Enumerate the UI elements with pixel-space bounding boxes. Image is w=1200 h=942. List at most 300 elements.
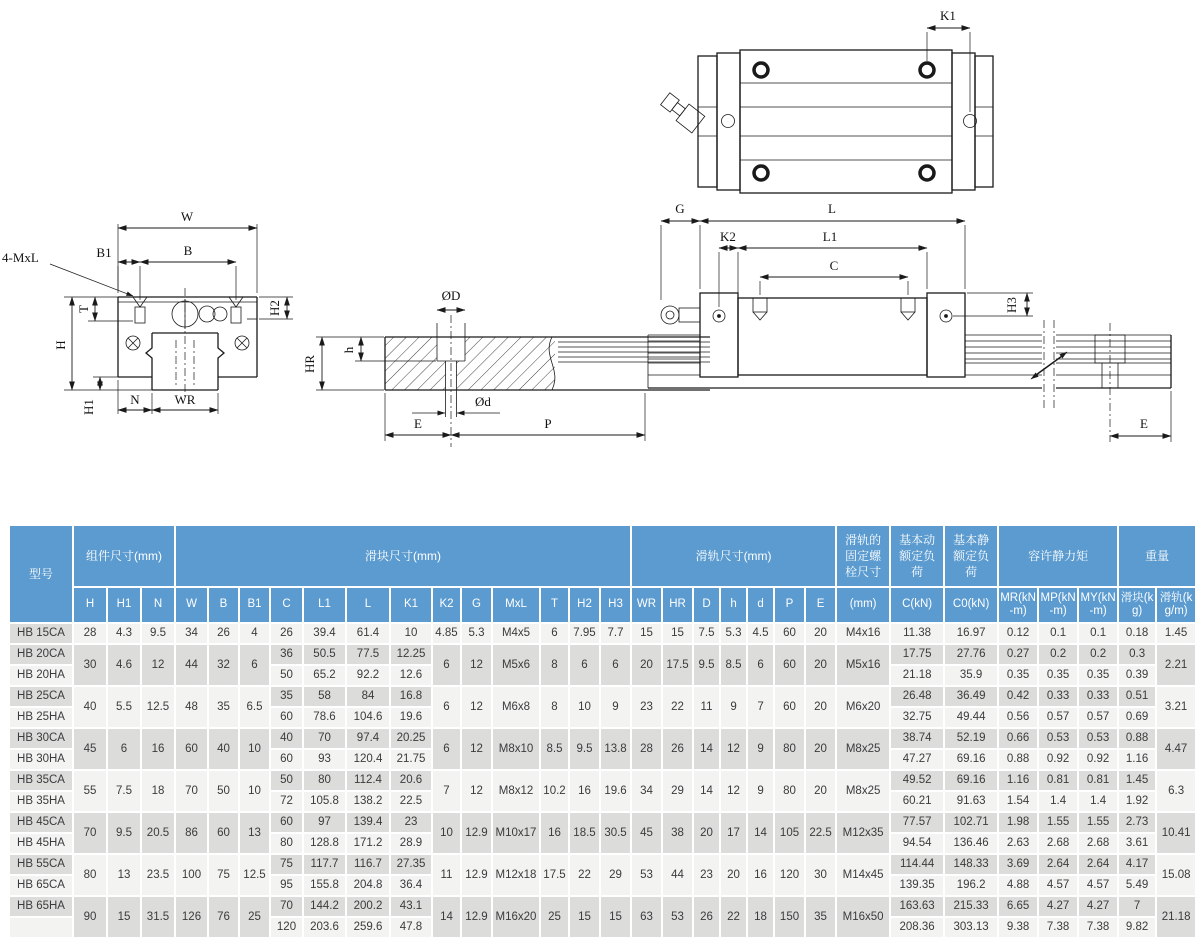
cell-MP: 0.2 xyxy=(1038,644,1078,665)
cell-C_kN: 163.63 xyxy=(890,896,944,917)
cell-C: 70 xyxy=(270,896,303,917)
cell-K1: 10 xyxy=(390,623,432,644)
cell-C_kN: 139.35 xyxy=(890,875,944,896)
cell-K2: 7 xyxy=(432,770,461,812)
cell-block_kg: 0.18 xyxy=(1118,623,1156,644)
model-cell: HB 55CA xyxy=(9,854,73,875)
cell-K1: 27.35 xyxy=(390,854,432,875)
cell-E: 22.5 xyxy=(805,812,836,854)
cell-HR: 26 xyxy=(662,728,693,770)
model-cell: HB 45HA xyxy=(9,833,73,854)
cell-T: 10.2 xyxy=(540,770,569,812)
cell-L: 104.6 xyxy=(346,707,390,728)
cell-N: 12 xyxy=(141,644,175,686)
header-group: 基本静额定负荷 xyxy=(944,525,998,587)
cell-C: 95 xyxy=(270,875,303,896)
dim-label-h2: H2 xyxy=(267,300,282,316)
cell-HR: 53 xyxy=(662,896,693,938)
cell-block_kg: 0.69 xyxy=(1118,707,1156,728)
cell-HR: 38 xyxy=(662,812,693,854)
cell-K2: 6 xyxy=(432,728,461,770)
cell-G: 12.9 xyxy=(461,896,492,938)
cell-HR: 15 xyxy=(662,623,693,644)
cell-C: 120 xyxy=(270,917,303,938)
cell-L: 61.4 xyxy=(346,623,390,644)
dim-label-n: N xyxy=(130,392,140,407)
dim-label-h: h xyxy=(341,346,356,354)
cell-MR: 1.98 xyxy=(998,812,1038,833)
cell-L1: 58 xyxy=(303,686,346,707)
cell-H: 90 xyxy=(73,896,107,938)
cell-K2: 10 xyxy=(432,812,461,854)
cell-MP: 0.53 xyxy=(1038,728,1078,749)
block-screw-holes xyxy=(753,298,915,320)
cell-C: 50 xyxy=(270,665,303,686)
cell-K1: 22.5 xyxy=(390,791,432,812)
cell-H: 40 xyxy=(73,686,107,728)
cell-C: 60 xyxy=(270,812,303,833)
cell-WR: 34 xyxy=(631,770,662,812)
cell-T: 8.5 xyxy=(540,728,569,770)
cell-MY: 2.64 xyxy=(1078,854,1118,875)
cell-block_kg: 0.39 xyxy=(1118,665,1156,686)
cell-C: 75 xyxy=(270,854,303,875)
cell-E: 20 xyxy=(805,686,836,728)
rail-outline xyxy=(648,335,1171,388)
rail-groove-lines xyxy=(648,335,1171,388)
cell-K1: 23 xyxy=(390,812,432,833)
cell-C0_kN: 35.9 xyxy=(944,665,998,686)
cell-D: 9.5 xyxy=(693,644,720,686)
cell-L: 77.5 xyxy=(346,644,390,665)
cell-WR: 20 xyxy=(631,644,662,686)
cell-MxL: M10x17 xyxy=(492,812,540,854)
cell-P: 150 xyxy=(774,896,805,938)
cell-L1: 80 xyxy=(303,770,346,791)
cell-W: 34 xyxy=(175,623,208,644)
cell-B: 50 xyxy=(208,770,239,812)
top-view-drawing xyxy=(640,0,1200,210)
cell-block_kg: 0.3 xyxy=(1118,644,1156,665)
cell-C_kN: 17.75 xyxy=(890,644,944,665)
cell-H1: 4.3 xyxy=(107,623,141,644)
header-col: W xyxy=(175,587,208,623)
cell-mm: M4x16 xyxy=(836,623,890,644)
dim-label-e: E xyxy=(1140,416,1148,431)
cell-T: 6 xyxy=(540,623,569,644)
cell-H2: 15 xyxy=(569,896,600,938)
block-profile xyxy=(118,297,257,390)
cell-h: 12 xyxy=(720,770,747,812)
cell-L: 200.2 xyxy=(346,896,390,917)
cell-T: 16 xyxy=(540,812,569,854)
header-col: MP(kN-m) xyxy=(1038,587,1078,623)
header-group: 组件尺寸(mm) xyxy=(73,525,175,587)
cell-block_kg: 4.17 xyxy=(1118,854,1156,875)
cell-L1: 39.4 xyxy=(303,623,346,644)
table-row xyxy=(9,644,1196,665)
cell-WR: 28 xyxy=(631,728,662,770)
cell-h: 5.3 xyxy=(720,623,747,644)
cell-block_kg: 9.82 xyxy=(1118,917,1156,938)
cell-T: 8 xyxy=(540,686,569,728)
cell-N: 23.5 xyxy=(141,854,175,896)
cell-MP: 0.57 xyxy=(1038,707,1078,728)
model-cell: HB 30CA xyxy=(9,728,73,749)
cell-C: 60 xyxy=(270,749,303,770)
cell-E: 20 xyxy=(805,770,836,812)
cell-K1: 20.25 xyxy=(390,728,432,749)
mount-screws xyxy=(133,297,243,323)
cell-B1: 25 xyxy=(239,896,270,938)
dim-label-c: C xyxy=(829,258,839,273)
cell-H2: 18.5 xyxy=(569,812,600,854)
cell-C_kN: 60.21 xyxy=(890,791,944,812)
cell-E: 20 xyxy=(805,623,836,644)
cell-L: 120.4 xyxy=(346,749,390,770)
header-col: C(kN) xyxy=(890,587,944,623)
dim-label-d-outer: ØD xyxy=(441,288,461,303)
cell-L: 97.4 xyxy=(346,728,390,749)
cell-h: 9 xyxy=(720,686,747,728)
cell-MxL: M8x12 xyxy=(492,770,540,812)
cell-block_kg: 3.61 xyxy=(1118,833,1156,854)
cell-MR: 2.63 xyxy=(998,833,1038,854)
model-cell: HB 20HA xyxy=(9,665,73,686)
cell-H3: 15 xyxy=(600,896,631,938)
cell-H: 45 xyxy=(73,728,107,770)
cell-H3: 30.5 xyxy=(600,812,631,854)
cell-MY: 0.35 xyxy=(1078,665,1118,686)
cell-MP: 0.81 xyxy=(1038,770,1078,791)
block-outline xyxy=(700,293,965,377)
cell-K1: 16.8 xyxy=(390,686,432,707)
cell-K2: 14 xyxy=(432,896,461,938)
cell-L: 171.2 xyxy=(346,833,390,854)
cell-L1: 70 xyxy=(303,728,346,749)
cell-P: 60 xyxy=(774,644,805,686)
cell-block_kg: 7 xyxy=(1118,896,1156,917)
cell-P: 80 xyxy=(774,728,805,770)
cell-block_kg: 2.73 xyxy=(1118,812,1156,833)
cell-rail_kgm: 2.21 xyxy=(1156,644,1196,686)
cell-H1: 4.6 xyxy=(107,644,141,686)
dim-label-h1: H1 xyxy=(81,399,96,415)
cell-MY: 1.55 xyxy=(1078,812,1118,833)
grease-nipple-icon xyxy=(661,306,700,324)
cell-H3: 29 xyxy=(600,854,631,896)
header-col: MR(kN-m) xyxy=(998,587,1038,623)
cell-MP: 0.33 xyxy=(1038,686,1078,707)
cell-H2: 6 xyxy=(569,644,600,686)
cell-MP: 0.92 xyxy=(1038,749,1078,770)
cell-h: 20 xyxy=(720,854,747,896)
cell-D: 7.5 xyxy=(693,623,720,644)
cell-W: 100 xyxy=(175,854,208,896)
cell-G: 5.3 xyxy=(461,623,492,644)
cell-L1: 105.8 xyxy=(303,791,346,812)
cell-C: 35 xyxy=(270,686,303,707)
cell-C_kN: 47.27 xyxy=(890,749,944,770)
front-section-drawing xyxy=(0,200,330,435)
cell-G: 12.9 xyxy=(461,812,492,854)
table-row xyxy=(9,728,1196,749)
cell-G: 12.9 xyxy=(461,854,492,896)
cell-C_kN: 114.44 xyxy=(890,854,944,875)
cell-B: 40 xyxy=(208,728,239,770)
cell-C: 60 xyxy=(270,707,303,728)
cell-G: 12 xyxy=(461,644,492,686)
cell-HR: 29 xyxy=(662,770,693,812)
cell-C0_kN: 69.16 xyxy=(944,770,998,791)
cell-mm: M8x25 xyxy=(836,770,890,812)
cell-H1: 9.5 xyxy=(107,812,141,854)
cell-MR: 3.69 xyxy=(998,854,1038,875)
cell-B: 75 xyxy=(208,854,239,896)
cell-D: 23 xyxy=(693,854,720,896)
cell-E: 20 xyxy=(805,728,836,770)
cell-WR: 15 xyxy=(631,623,662,644)
cell-L: 259.6 xyxy=(346,917,390,938)
cell-K2: 11 xyxy=(432,854,461,896)
cell-C: 36 xyxy=(270,644,303,665)
cell-WR: 23 xyxy=(631,686,662,728)
header-col: C xyxy=(270,587,303,623)
header-col: WR xyxy=(631,587,662,623)
cell-H: 55 xyxy=(73,770,107,812)
cell-B: 76 xyxy=(208,896,239,938)
header-col: H2 xyxy=(569,587,600,623)
cell-B1: 6.5 xyxy=(239,686,270,728)
cell-K1: 20.6 xyxy=(390,770,432,791)
cell-MY: 4.57 xyxy=(1078,875,1118,896)
cell-rail_kgm: 10.41 xyxy=(1156,812,1196,854)
cell-MP: 2.68 xyxy=(1038,833,1078,854)
cell-MY: 0.92 xyxy=(1078,749,1118,770)
cell-D: 26 xyxy=(693,896,720,938)
cell-MY: 4.27 xyxy=(1078,896,1118,917)
header-group: 滑块尺寸(mm) xyxy=(175,525,631,587)
cell-W: 126 xyxy=(175,896,208,938)
cell-L1: 93 xyxy=(303,749,346,770)
cell-mm: M12x35 xyxy=(836,812,890,854)
cell-MP: 2.64 xyxy=(1038,854,1078,875)
cell-MxL: M16x20 xyxy=(492,896,540,938)
cell-D: 20 xyxy=(693,812,720,854)
cell-C: 40 xyxy=(270,728,303,749)
dim-label-l: L xyxy=(828,201,836,216)
cell-D: 14 xyxy=(693,770,720,812)
cell-C: 50 xyxy=(270,770,303,791)
cell-L: 116.7 xyxy=(346,854,390,875)
cell-MR: 6.65 xyxy=(998,896,1038,917)
header-col: P xyxy=(774,587,805,623)
cell-D: 14 xyxy=(693,728,720,770)
cell-d: 6 xyxy=(747,644,774,686)
cell-mm: M8x25 xyxy=(836,728,890,770)
cell-C0_kN: 27.76 xyxy=(944,644,998,665)
cell-B1: 13 xyxy=(239,812,270,854)
cell-H1: 5.5 xyxy=(107,686,141,728)
cell-block_kg: 5.49 xyxy=(1118,875,1156,896)
cell-WR: 53 xyxy=(631,854,662,896)
cell-MR: 1.16 xyxy=(998,770,1038,791)
header-col: K1 xyxy=(390,587,432,623)
cell-G: 12 xyxy=(461,686,492,728)
model-cell: HB 30HA xyxy=(9,749,73,770)
header-group: 型号 xyxy=(9,525,73,623)
model-cell: HB 65CA xyxy=(9,875,73,896)
cell-C_kN: 32.75 xyxy=(890,707,944,728)
cell-T: 17.5 xyxy=(540,854,569,896)
cell-MxL: M8x10 xyxy=(492,728,540,770)
cell-B: 32 xyxy=(208,644,239,686)
cell-H2: 10 xyxy=(569,686,600,728)
cell-N: 12.5 xyxy=(141,686,175,728)
cell-W: 60 xyxy=(175,728,208,770)
cell-P: 60 xyxy=(774,623,805,644)
header-col: d xyxy=(747,587,774,623)
cell-d: 9 xyxy=(747,770,774,812)
cell-MP: 4.27 xyxy=(1038,896,1078,917)
cell-H2: 16 xyxy=(569,770,600,812)
dim-label-h3: H3 xyxy=(1004,297,1019,313)
cell-T: 25 xyxy=(540,896,569,938)
cell-MY: 1.4 xyxy=(1078,791,1118,812)
cell-C0_kN: 136.46 xyxy=(944,833,998,854)
header-col: E xyxy=(805,587,836,623)
cell-d: 9 xyxy=(747,728,774,770)
cell-L: 112.4 xyxy=(346,770,390,791)
header-col: G xyxy=(461,587,492,623)
cell-rail_kgm: 15.08 xyxy=(1156,854,1196,896)
cell-K2: 6 xyxy=(432,644,461,686)
header-group: 基本动额定负荷 xyxy=(890,525,944,587)
dim-label-mxl: 4-MxL xyxy=(2,250,39,265)
cell-MR: 0.88 xyxy=(998,749,1038,770)
cell-C0_kN: 52.19 xyxy=(944,728,998,749)
model-cell: HB 45CA xyxy=(9,812,73,833)
table-row xyxy=(9,686,1196,707)
cell-MP: 4.57 xyxy=(1038,875,1078,896)
cell-N: 18 xyxy=(141,770,175,812)
header-col: N xyxy=(141,587,175,623)
cell-B: 35 xyxy=(208,686,239,728)
cell-h: 17 xyxy=(720,812,747,854)
cell-K2: 4.85 xyxy=(432,623,461,644)
cell-L: 84 xyxy=(346,686,390,707)
header-col: 滑块(kg) xyxy=(1118,587,1156,623)
model-cell: HB 25CA xyxy=(9,686,73,707)
cell-H: 80 xyxy=(73,854,107,896)
cell-C: 80 xyxy=(270,833,303,854)
cell-d: 16 xyxy=(747,854,774,896)
header-col: H1 xyxy=(107,587,141,623)
cell-H2: 9.5 xyxy=(569,728,600,770)
cell-MR: 0.35 xyxy=(998,665,1038,686)
cell-H: 28 xyxy=(73,623,107,644)
header-col: H3 xyxy=(600,587,631,623)
cell-h: 22 xyxy=(720,896,747,938)
center-lines xyxy=(176,288,194,398)
cell-T: 8 xyxy=(540,644,569,686)
cell-H: 70 xyxy=(73,812,107,854)
dim-label-b: B xyxy=(183,243,193,258)
dim-label-d-inner: Ød xyxy=(475,394,491,409)
cell-H3: 7.7 xyxy=(600,623,631,644)
table-row xyxy=(9,896,1196,917)
cell-P: 80 xyxy=(774,770,805,812)
cell-K1: 21.75 xyxy=(390,749,432,770)
cell-H2: 22 xyxy=(569,854,600,896)
header-col: MY(kN-m) xyxy=(1078,587,1118,623)
cell-K1: 28.9 xyxy=(390,833,432,854)
cell-C_kN: 49.52 xyxy=(890,770,944,791)
cell-W: 48 xyxy=(175,686,208,728)
cell-block_kg: 1.45 xyxy=(1118,770,1156,791)
cell-L: 138.2 xyxy=(346,791,390,812)
cell-E: 35 xyxy=(805,896,836,938)
cell-B: 26 xyxy=(208,623,239,644)
cell-MY: 0.1 xyxy=(1078,623,1118,644)
header-col: L1 xyxy=(303,587,346,623)
cell-MR: 9.38 xyxy=(998,917,1038,938)
cell-W: 44 xyxy=(175,644,208,686)
cell-E: 20 xyxy=(805,644,836,686)
dim-label-g: G xyxy=(675,201,685,216)
cell-C0_kN: 196.2 xyxy=(944,875,998,896)
cell-rail_kgm: 3.21 xyxy=(1156,686,1196,728)
dim-label-wr: WR xyxy=(174,392,196,407)
cell-W: 70 xyxy=(175,770,208,812)
model-cell: HB 65HA xyxy=(9,896,73,917)
cell-H1: 7.5 xyxy=(107,770,141,812)
cell-MY: 0.53 xyxy=(1078,728,1118,749)
mount-holes xyxy=(754,63,934,180)
cell-L: 139.4 xyxy=(346,812,390,833)
cell-G: 12 xyxy=(461,728,492,770)
cell-P: 120 xyxy=(774,854,805,896)
end-cap-screws xyxy=(713,310,952,322)
model-cell xyxy=(9,917,73,938)
cell-MY: 0.57 xyxy=(1078,707,1118,728)
model-cell: HB 15CA xyxy=(9,623,73,644)
cell-C: 72 xyxy=(270,791,303,812)
dim-label-w: W xyxy=(180,209,194,224)
cell-H1: 6 xyxy=(107,728,141,770)
cell-E: 30 xyxy=(805,854,836,896)
cell-MY: 2.68 xyxy=(1078,833,1118,854)
cell-MP: 0.1 xyxy=(1038,623,1078,644)
cell-rail_kgm: 1.45 xyxy=(1156,623,1196,644)
cell-C: 26 xyxy=(270,623,303,644)
cell-K1: 36.4 xyxy=(390,875,432,896)
cell-rail_kgm: 6.3 xyxy=(1156,770,1196,812)
cell-mm: M5x16 xyxy=(836,644,890,686)
model-cell: HB 25HA xyxy=(9,707,73,728)
cell-C0_kN: 303.13 xyxy=(944,917,998,938)
cell-MR: 0.66 xyxy=(998,728,1038,749)
cell-N: 20.5 xyxy=(141,812,175,854)
cell-H3: 13.8 xyxy=(600,728,631,770)
cell-N: 31.5 xyxy=(141,896,175,938)
cell-MP: 7.38 xyxy=(1038,917,1078,938)
cell-K1: 47.8 xyxy=(390,917,432,938)
cell-MP: 0.35 xyxy=(1038,665,1078,686)
cell-L: 92.2 xyxy=(346,665,390,686)
cell-B1: 6 xyxy=(239,644,270,686)
spec-table xyxy=(8,524,1197,939)
